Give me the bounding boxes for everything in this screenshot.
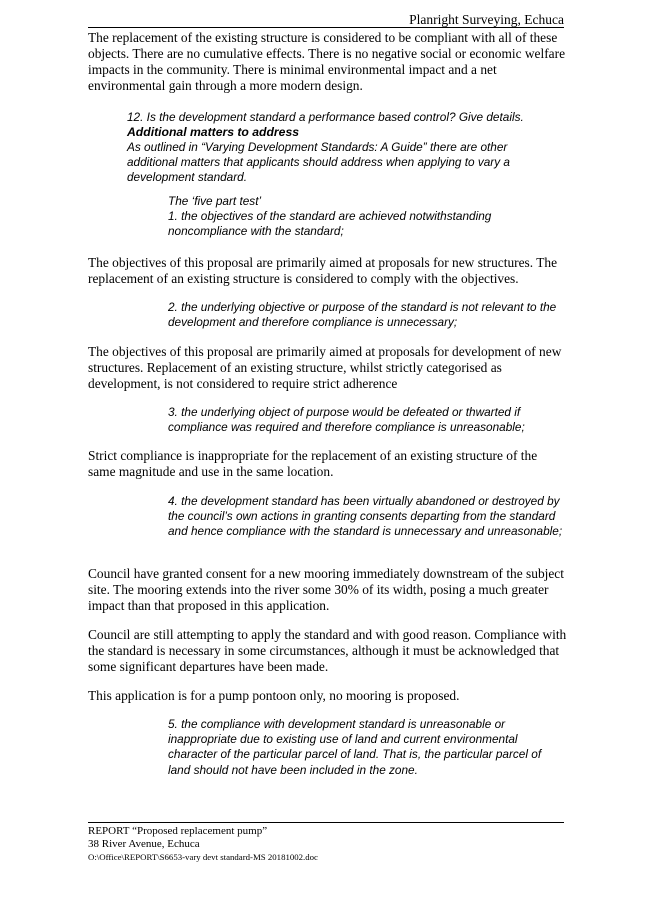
footer-file-path: O:\Office\REPORT\S6653-vary devt standard-MS 20181002.doc bbox=[88, 852, 318, 862]
test-item-2: 2. the underlying objective or purpose of the standard is not relevant to the development and therefore compliance is unnecessary; bbox=[168, 300, 557, 330]
test-item-5: 5. the compliance with development standard is unreasonable or inappropriate due to existing use of land and current environmental character of the particular parcel of land. That is, the particular parcel of land should not have been included in the zone. bbox=[168, 717, 542, 777]
question-12: 12. Is the development standard a performance based control? Give details. bbox=[127, 110, 524, 124]
paragraph-council-standard: Council are still attempting to apply the standard and with good reason. Compliance with the standard is necessary in some circumstances, although it must be acknowledged that some significant departures have been made. bbox=[88, 627, 567, 674]
header-title: Planright Surveying, Echuca bbox=[409, 12, 564, 27]
test-item-3: 3. the underlying object of purpose would be defeated or thwarted if compliance was required and therefore compliance is unreasonable; bbox=[168, 405, 525, 435]
paragraph-compliance: The replacement of the existing structure is considered to be compliant with all of these objects. There are no cumulative effects. There is no negative social or economic welfare impacts in the community. There is minimal environmental impact and a net environmental gain through a more modern design. bbox=[88, 30, 566, 93]
paragraph-pump-pontoon: This application is for a pump pontoon only, no mooring is proposed. bbox=[88, 688, 460, 703]
additional-heading: Additional matters to address bbox=[127, 125, 300, 139]
footer-rule bbox=[88, 822, 564, 823]
test-item-1: 1. the objectives of the standard are achieved notwithstanding noncompliance with the standard; bbox=[168, 209, 492, 239]
paragraph-objectives-1: The objectives of this proposal are primarily aimed at proposals for new structures. The replacement of an existing structure is considered to comply with the objectives. bbox=[88, 255, 558, 286]
footer-report-title: REPORT “Proposed replacement pump” bbox=[88, 825, 268, 837]
test-item-4: 4. the development standard has been virtually abandoned or destroyed by the council’s own actions in granting consents departing from the standard and hence compliance with the standard is unnecessary and unreasonable; bbox=[168, 494, 563, 539]
paragraph-objectives-2: The objectives of this proposal are primarily aimed at proposals for development of new structures. Replacement of an existing structure, whilst strictly categorised as development, is not considered to require strict adherence bbox=[88, 344, 562, 391]
paragraph-strict-compliance: Strict compliance is inappropriate for the replacement of an existing structure of the same magnitude and use in the same location. bbox=[88, 448, 538, 479]
paragraph-mooring-consent: Council have granted consent for a new mooring immediately downstream of the subject site. The mooring extends into the river some 30% of its width, posing a much greater impact than that proposed in this application. bbox=[88, 566, 564, 613]
header-rule bbox=[88, 27, 564, 28]
five-part-test-title: The ‘five part test’ bbox=[168, 194, 262, 208]
footer-address: 38 River Avenue, Echuca bbox=[88, 838, 200, 850]
additional-text: As outlined in “Varying Development Standards: A Guide” there are other additional matters that applicants should address when applying to vary a development standard. bbox=[127, 140, 510, 185]
